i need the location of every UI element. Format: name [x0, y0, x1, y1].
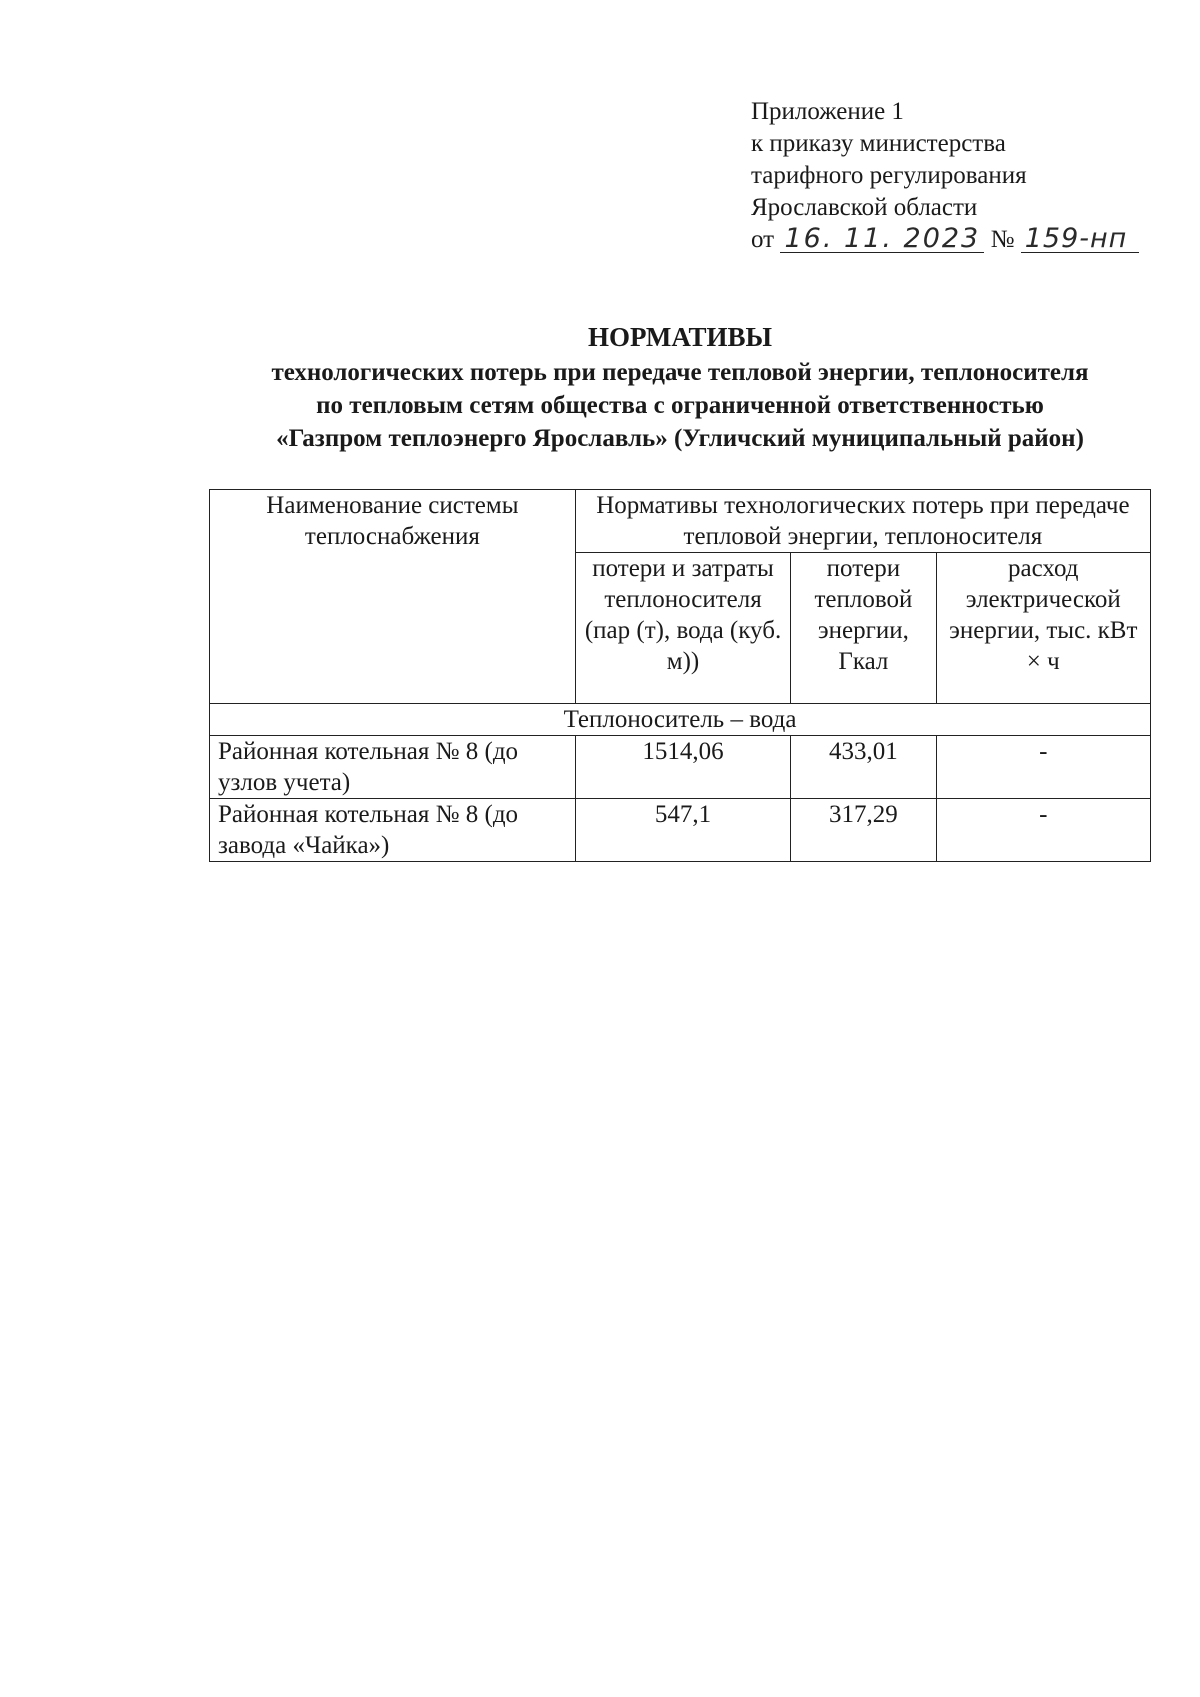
row-heat-value: 317,29 — [791, 799, 936, 862]
table-section-row — [210, 704, 1151, 736]
appendix-ministry-line: тарифного регулирования — [751, 162, 1027, 189]
row-coolant-value: 547,1 — [575, 799, 790, 862]
row-system-name: Районная котельная № 8 (до узлов учета) — [210, 736, 576, 799]
appendix-order-line: к приказу министерства — [751, 130, 1006, 157]
appendix-block — [751, 96, 1139, 256]
appendix-title: Приложение 1 — [751, 98, 904, 125]
table-row — [210, 799, 1151, 862]
number-sign: № — [990, 226, 1015, 253]
document-title-block — [200, 318, 1160, 455]
header-electric-consumption: расход электрической энергии, тыс. кВт × ч — [936, 553, 1150, 704]
table-header-row — [210, 490, 1151, 553]
appendix-date-number-line — [751, 224, 1139, 256]
header-norms-group: Нормативы технологических потерь при передаче тепловой энергии, теплоносителя — [575, 490, 1150, 553]
document-title: НОРМАТИВЫ — [587, 322, 773, 352]
table-row — [210, 736, 1151, 799]
handwritten-number: 159-нп — [1021, 226, 1139, 253]
appendix-region-line: Ярославской области — [751, 194, 978, 221]
document-subtitle-line-3: «Газпром теплоэнерго Ярославль» (Угличский муниципальный район) — [276, 425, 1084, 452]
header-system-name: Наименование системы теплоснабжения — [210, 490, 576, 704]
document-subtitle-line-2: по тепловым сетям общества с ограниченной ответственностью — [316, 392, 1044, 419]
from-prefix: от — [751, 226, 775, 253]
row-electric-value: - — [936, 799, 1150, 862]
norms-table — [209, 489, 1151, 862]
document-subtitle-line-1: технологических потерь при передаче тепловой энергии, теплоносителя — [271, 359, 1089, 386]
section-coolant-water: Теплоноситель – вода — [210, 704, 1151, 736]
header-heat-losses: потери тепловой энергии, Гкал — [791, 553, 936, 704]
row-electric-value: - — [936, 736, 1150, 799]
row-system-name: Районная котельная № 8 (до завода «Чайка») — [210, 799, 576, 862]
row-coolant-value: 1514,06 — [575, 736, 790, 799]
header-coolant-losses: потери и затраты теплоносителя (пар (т), вода (куб. м)) — [575, 553, 790, 704]
row-heat-value: 433,01 — [791, 736, 936, 799]
handwritten-date: 16. 11. 2023 — [780, 226, 984, 253]
